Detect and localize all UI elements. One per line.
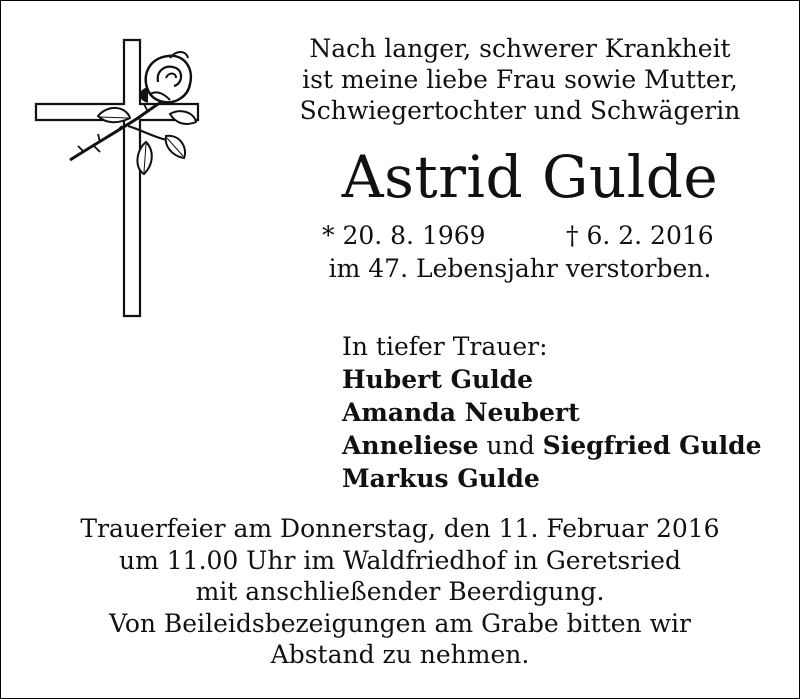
- intro-line: Schwiegertochter und Schwägerin: [299, 96, 741, 125]
- intro-line: Nach langer, schwerer Krankheit: [309, 34, 731, 63]
- cross-with-rose-icon: [30, 38, 200, 318]
- birth-date: * 20. 8. 1969: [322, 221, 486, 250]
- mourner-joiner: und: [486, 431, 535, 460]
- life-dates: [322, 220, 732, 252]
- mourner-name: Markus Gulde: [342, 464, 540, 493]
- service-line: Abstand zu nehmen.: [270, 640, 530, 669]
- intro-line: ist meine liebe Frau sowie Mutter,: [302, 65, 738, 94]
- death-date: † 6. 2. 2016: [566, 221, 714, 250]
- mourner-couple: [342, 429, 782, 462]
- service-line: Von Beileidsbezeigungen am Grabe bitten wir: [109, 608, 691, 638]
- mourner-name: Hubert Gulde: [342, 365, 534, 394]
- service-line: Trauerfeier am Donnerstag, den 11. Februar 2016: [80, 514, 720, 543]
- service-line: mit anschließender Beerdigung.: [195, 577, 605, 606]
- deceased-name: Astrid Gulde: [341, 143, 719, 211]
- intro-text: [270, 33, 770, 126]
- mourner-name: Amanda Neubert: [342, 398, 580, 427]
- mourner-name: Anneliese: [342, 431, 479, 460]
- mourner-name: Siegfried Gulde: [542, 431, 762, 460]
- service-line: um 11.00 Uhr im Waldfriedhof in Geretsried: [119, 545, 681, 575]
- mourning-heading: In tiefer Trauer:: [342, 332, 548, 361]
- age-line: im 47. Lebensjahr verstorben.: [328, 254, 712, 283]
- service-info: [20, 513, 780, 671]
- mourners-block: [342, 330, 782, 495]
